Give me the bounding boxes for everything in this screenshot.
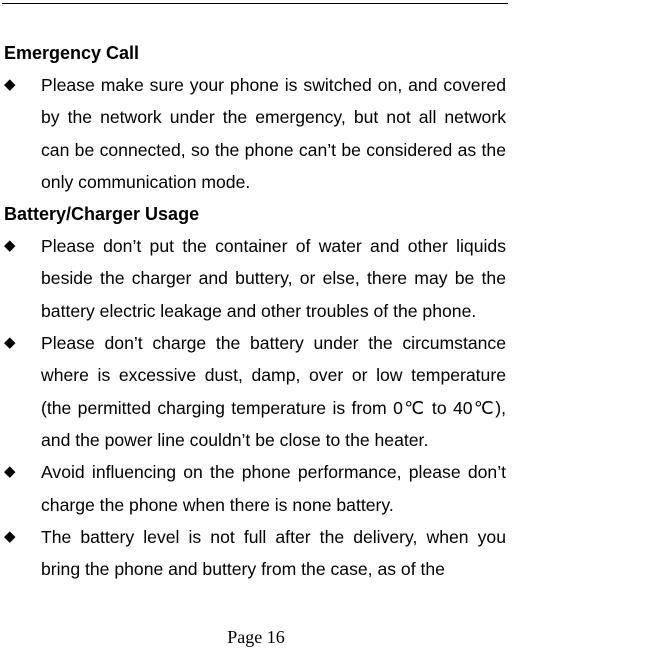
diamond-bullet-icon: ◆ [4, 334, 16, 352]
list-item [4, 327, 506, 456]
document-page [4, 37, 506, 585]
list-item-text: Avoid influencing on the phone performance, please don’t charge the phone when there is none battery. [41, 462, 506, 515]
section-heading-battery-charger-usage: Battery/Charger Usage [4, 204, 200, 225]
list-item-text: Please don’t put the container of water and other liquids beside the charger and buttery, or else, there may be the battery electric leakage and other troubles of the phone. [41, 236, 506, 321]
list-item [4, 69, 506, 198]
list-item [4, 456, 506, 521]
list-item-text: Please make sure your phone is switched on, and covered by the network under the emergency, but not all network can be connected, so the phone can’t be considered as the only communication mode. [41, 75, 506, 192]
list-item [4, 230, 506, 327]
list-item [4, 521, 506, 586]
diamond-bullet-icon: ◆ [4, 76, 16, 93]
list-item-text: Please don’t charge the battery under the circumstance where is excessive dust, damp, over or low temperature (the permitted charging temperature is from 0℃ to 40℃), and the power line couldn’t be close to the heater. [41, 333, 506, 450]
diamond-bullet-icon: ◆ [4, 527, 16, 545]
diamond-bullet-icon: ◆ [4, 237, 16, 255]
list-item-text: The battery level is not full after the delivery, when you bring the phone and buttery from the case, as of the [41, 526, 506, 580]
section-heading-emergency-call: Emergency Call [4, 43, 140, 63]
page-number: Page 16 [227, 627, 285, 647]
header-rule [2, 3, 508, 4]
diamond-bullet-icon: ◆ [4, 463, 16, 481]
